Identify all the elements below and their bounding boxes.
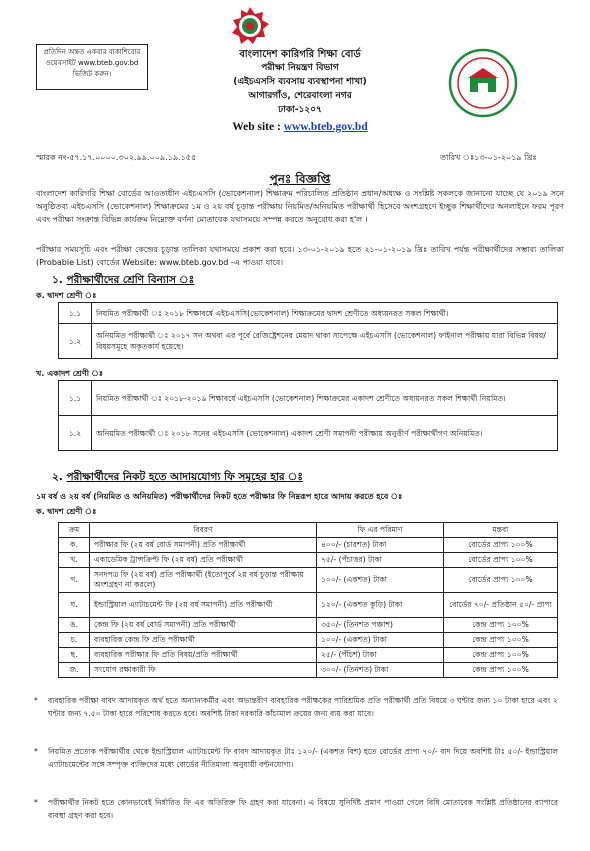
cell-remark: কেন্দ্র প্রাপ্য ১০০% [444, 663, 558, 678]
section2-heading [52, 470, 303, 487]
table-row [59, 663, 558, 678]
fee-intro: ১ম বর্ষ ও ২য় বর্ষ (নিয়মিত ও অনিয়মিত) পরীক্ষার্থীদের নিকট হতে পরীক্ষার ফি নিম্নরূপ হারে আদায় করতে হবে ঃ [36, 492, 403, 501]
website-link[interactable]: www.bteb.gov.bd [283, 121, 368, 133]
row-text: অনিয়মিত পরীক্ষার্থী ঃ ২০১৭ সন অথবা এর পূর্বে রেজিষ্ট্রেশনের মেয়াদ থাকা সাপেক্ষে এইচএসসি (ভোকেশনাল) ফাইনাল পরীক্ষায় যারা বিভিন্ন বিষয়/বিষয়সমূহে অকৃতকার্য হয়েছে। [92, 324, 558, 359]
section1-number: ১. [52, 274, 63, 286]
note-text: পরীক্ষার্থীর নিকট হতে কোনভাবেই নির্ধারিত ফি এর অতিরিক্ত ফি গ্রহণ করা যাবেনা। এ বিষয়ে সুনির্দিষ্ট প্রমাণ পাওয়া গেলে বিধি মোতাবেক সংশ্লিষ্ট প্রতিষ্ঠানের ব্যাপারে ব্যবস্থা গ্রহণ করা হবে। [48, 798, 558, 820]
cell-description: পরীক্ষার ফি (২য় বর্ষ বোর্ড সমাপনী) প্রতি পরীক্ষার্থী [90, 538, 317, 553]
class-xii-table [58, 302, 558, 359]
cell-remark: কেন্দ্র প্রাপ্য ১০০% [444, 633, 558, 648]
table-row [59, 381, 558, 416]
group-b-label: খ. একাদশ শ্রেণী ঃ [36, 369, 103, 378]
cell-serial: ছ. [59, 648, 90, 663]
department-name: পরীক্ষা নিয়ন্ত্রণ বিভাগ [261, 63, 339, 73]
table-row [59, 324, 558, 359]
address-line: আগারগাঁও, শেরেবাংলা নগর [248, 91, 352, 101]
cell-fee: ১০০/- (একশত) টাকা [317, 568, 444, 593]
cell-serial: গ. [59, 568, 90, 593]
cell-description: ব্যবহারিক কেন্দ্র ফি প্রতি পরীক্ষার্থী [90, 633, 317, 648]
row-number: ১.১ [59, 381, 92, 416]
table-row [59, 568, 558, 593]
row-text: নিয়মিত পরীক্ষার্থী ঃ ২০১৮ শিক্ষাবর্ষে এইচএসসি(ভোকেশনাল) শিক্ষাক্রমের দ্বাদশ শ্রেণীতে অধ্যয়নরত সকল শিক্ষার্থী। [92, 303, 558, 324]
section1-heading [52, 273, 194, 290]
table-row [59, 538, 558, 553]
cell-fee: ৭৫/- (পঁচাত্তর) টাকা [317, 553, 444, 568]
city-line: ঢাকা-১২০৭ [278, 105, 322, 115]
cell-fee: ৪০০/- (চারশত) টাকা [317, 538, 444, 553]
memo-number: স্মারক নং-৫৭.১৭.০০০০.৩০২.৯৯.০০৯.১৯.১৫৫ [36, 153, 197, 162]
emblem-logo [448, 48, 518, 118]
note-text: ব্যবহারিক পরীক্ষা বাবদ আদায়কৃত অর্থ হতে অন্যান্যকর্মীর এবং অভ্যন্তরীণ ব্যবহারিক পরীক্ষকের পারিশ্রমিক প্রতি পরীক্ষার্থী প্রতি বিষয়ে ৩ ঘন্টার জন্য ১০ টাকা হারে এবং ২ ঘন্টার জন্য ৭.৫০ টাকা হারে পরিশোধ করতে হবে। অবশিষ্ট টাকা দরকারি কাঁচামাল ক্রয়ের জন্য ব্যয় করা যাবে। [48, 696, 558, 718]
cell-fee: ১২০/- (একশত কুড়ি) টাকা [317, 593, 444, 618]
cell-serial: জ. [59, 663, 90, 678]
section2-title: পরীক্ষার্থীদের নিকট হতে আদায়যোগ্য ফি সমূহের হার ঃ [66, 471, 304, 483]
col-header-description: বিবরণ [90, 523, 317, 538]
cell-serial: ঘ. [59, 593, 90, 618]
cell-description: সংযোগ রক্ষাকারী ফি [90, 663, 317, 678]
cell-serial: চ. [59, 633, 90, 648]
cell-description: একাডেমিক ট্রান্সক্রিপ্ট ফি (২য় বর্ষ) প্রতি পরীক্ষার্থী [90, 553, 317, 568]
section2-number: ২. [52, 471, 63, 483]
cell-fee: ৩০০/- (তিনশত) টাকা [317, 663, 444, 678]
fee-group-label: ক. দ্বাদশ শ্রেণী ঃ [36, 507, 97, 516]
cell-fee: ১০০/- (একশত) টাকা [317, 633, 444, 648]
row-number: ১.১ [59, 303, 92, 324]
row-text: অনিয়মিত পরীক্ষার্থী ঃ ২০১৮ সনের এইচএসসি (ভোকেশনাল) একাদশ শ্রেণী সমাপনী পরীক্ষায় অনুত্তীর্ণ পরীক্ষার্থীগণ অনিয়মিত। [92, 416, 558, 451]
cell-serial: ক. [59, 538, 90, 553]
col-header-remark: মন্তব্য [444, 523, 558, 538]
visit-website-notice: প্রতিদিন অন্তত একবার বাকাশিবোর ওয়েবসাইট www.bteb.gov.bd ভিজিট করুন। [36, 44, 148, 90]
website-line [200, 121, 400, 133]
board-logo [230, 6, 270, 46]
asterisk-icon: * [34, 798, 38, 807]
row-number: ১.২ [59, 416, 92, 451]
board-name: বাংলাদেশ কারিগরি শিক্ষা বোর্ড [239, 49, 361, 60]
note-extra-fee-warning [34, 796, 558, 822]
row-text: নিয়মিত পরীক্ষার্থী ঃ ২০১৮-২০১৯ শিক্ষাবর্ষে এইচএসসি (ভোকেশনাল) শিক্ষাক্রমের একাদশ শ্রেণীতে অধ্যয়নরত সকল শিক্ষার্থী নিয়মিত। [92, 381, 558, 416]
table-row [59, 633, 558, 648]
cell-fee: ২৫/- (পঁচিশ) টাকা [317, 648, 444, 663]
cell-description: ব্যবহারিক পরীক্ষার ফি প্রতি বিষয়/প্রতি পরীক্ষার্থী [90, 648, 317, 663]
cell-description: কেন্দ্র ফি (২য় বর্ষ বোর্ড সমাপনী) প্রতি পরীক্ষার্থী [90, 618, 317, 633]
table-row [59, 593, 558, 618]
table-row [59, 416, 558, 451]
section1-title: পরীক্ষার্থীদের শ্রেণি বিন্যাস ঃ [66, 274, 195, 286]
cell-serial: খ. [59, 553, 90, 568]
cell-description: ইন্ডাস্ট্রিয়াল এ্যাটাচমেন্ট ফি (২য় বর্ষ সমাপনী) প্রতি পরীক্ষার্থী [90, 593, 317, 618]
table-row [59, 648, 558, 663]
cell-remark: বোর্ডের প্রাপ্য ১০০% [444, 568, 558, 593]
col-header-serial: ক্রম [59, 523, 90, 538]
cell-fee: ৩৫০/- (তিনশত পঞ্চাশ) [317, 618, 444, 633]
section-name: (এইচএসসি ব্যবসায় ব্যবস্থাপনা শাখা) [233, 77, 367, 87]
table-row [59, 618, 558, 633]
cell-remark: কেন্দ্র প্রাপ্য ১০০% [444, 648, 558, 663]
asterisk-icon: * [34, 747, 38, 756]
note-attachment-fee [34, 745, 558, 771]
probable-list-paragraph: পরীক্ষার সময়সূচি এবং পরীক্ষা কেন্দ্রের চূড়ান্ত তালিকা যথাসময়ে প্রকাশ করা হবে। ১৩-০১-২০১৯ হতে ২১-০১-২০১৯ খ্রিঃ তারিখ পর্যন্ত পরীক্ষার্থীদের সম্ভাব্য তালিকা (Probable List) বোর্ডের Website: www.bteb.gov.bd -এ পাওয়া যাবে। [36, 245, 564, 267]
cell-serial: ঙ. [59, 618, 90, 633]
col-header-fee: ফি এর পরিমাণ [317, 523, 444, 538]
cell-remark: বোর্ডের প্রাপ্য ১০০% [444, 538, 558, 553]
asterisk-icon: * [34, 696, 38, 705]
class-xi-table [58, 380, 558, 451]
cell-remark: বোর্ডের প্রাপ্য ১০০% [444, 553, 558, 568]
note-practical-fee [34, 694, 558, 720]
fee-table [58, 522, 558, 678]
group-a-label: ক. দ্বাদশ শ্রেণী ঃ [36, 291, 97, 300]
cell-remark: বোর্ডের ৭০/- প্রতিষ্ঠান ৫০/- প্রাপ্য [444, 593, 558, 618]
note-text: নিয়মিত প্রত্যেক পরীক্ষার্থীর থেকে ইন্ডাস্ট্রিয়াল এ্যাটাচমেন্ট ফি বাবদ আদায়কৃত টাঃ ১২০/- (একশত বিশ) হতে বোর্ডের প্রাপ্য ৭০/- বাদ দিয়ে অবশিষ্ট টাঃ ৫০/- ইন্ডাস্ট্রিয়াল এ্যাটাচমেন্টের সঙ্গে সম্পৃক্ত ব্যক্তিদের মধ্যে বোর্ডের নীতিমালা অনুযায়ী বন্টনযোগ্য। [48, 747, 558, 769]
intro-paragraph: বাংলাদেশ কারিগরি শিক্ষা বোর্ডের আওতাধীন এইচএসসি (ভোকেশনাল) শিক্ষাক্রম পরিচালিত প্রতিষ্ঠান প্রধান/অধ্যক্ষ ও সংশ্লিষ্ট সকলকে জানানো যাচ্ছে যে ২০১৯ সনে অনুষ্ঠিতব্য এইচএসসি (ভোকেশনাল) শিক্ষাক্রমের ১ম ও ২য় বর্ষ চূড়ান্ত পরীক্ষায় নিয়মিত/অনিয়মিত পরীক্ষার্থী হিসেবে অংশগ্রহণে ইচ্ছুক শিক্ষার্থীদের অনলাইনে ফরম পূরণ এবং পরীক্ষা সংক্রান্ত বিভিন্ন কার্যক্রম নিম্নোক্ত বর্ণনা মোতাবেক যথাসময়ে সম্পন্ন করতে অনুরোধ করা হ'ল । [36, 189, 564, 224]
cell-description: সনদপত্র ফি (২য় বর্ষ) প্রতি পরীক্ষার্থী (ইতোপূর্বে ২য় বর্ষ চূড়ান্ত পরীক্ষায় অংশগ্রহণ না করলে) [90, 568, 317, 593]
notice-date: তারিখ ঃ১৩-০১-২০১৯ খ্রিঃ [440, 153, 537, 162]
page-title: পুনঃ বিজ্ঞপ্তি [269, 172, 331, 186]
cell-remark: কেন্দ্র প্রাপ্য ১০০% [444, 618, 558, 633]
table-row [59, 553, 558, 568]
row-number: ১.২ [59, 324, 92, 359]
website-label: Web site : [232, 121, 284, 133]
table-row [59, 303, 558, 324]
table-header-row [59, 523, 558, 538]
